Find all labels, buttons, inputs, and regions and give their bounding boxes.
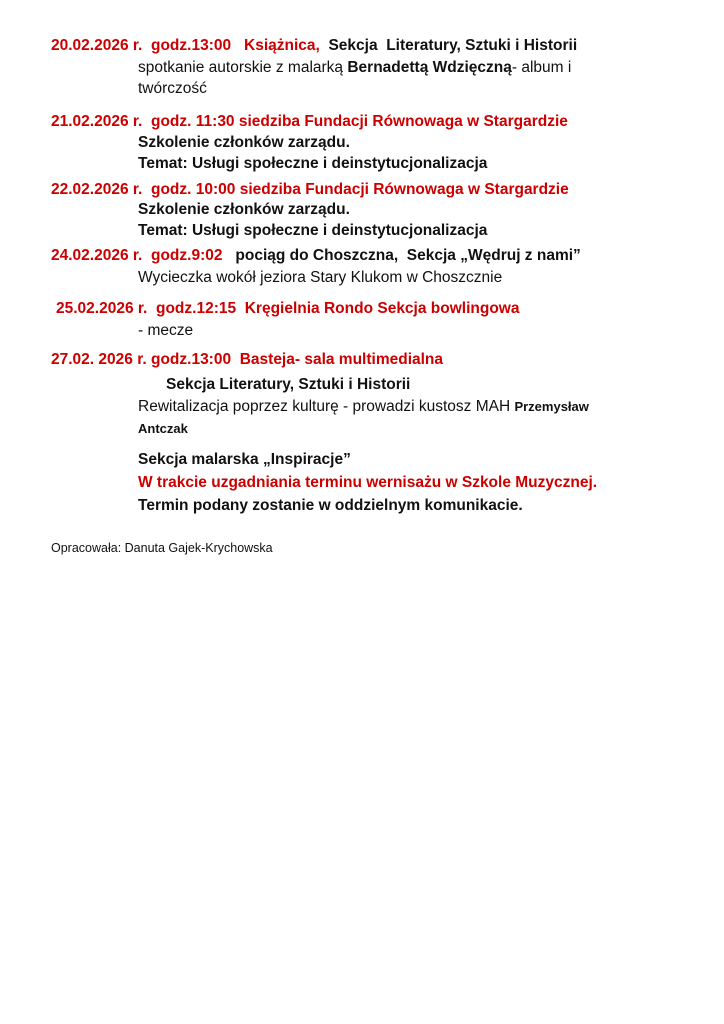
event-4-header [51,246,581,266]
event-3-line1: Szkolenie członków zarządu. [138,201,350,218]
event-6-header [51,350,443,370]
event-desc-person: Bernadettą Wdzięczną [347,59,512,76]
painting-section-title: Sekcja malarska „Inspiracje” [138,451,351,468]
event-5-header [56,299,519,319]
event-3-header [51,180,569,200]
event-place: Książnica, [244,37,320,54]
footer-author: Opracowała: Danuta Gajek-Krychowska [51,541,273,555]
event-desc-suffix: - album i [511,59,572,76]
event-1-header [51,36,577,56]
event-6-description-line2: Antczak [138,421,188,436]
event-4-line1: Wycieczka wokół jeziora Stary Klukom w Choszcznie [138,269,503,286]
event-desc-person: Przemysław [514,399,589,414]
event-6-section: Sekcja Literatury, Sztuki i Historii [166,376,411,393]
painting-section-note: Termin podany zostanie w oddzielnym komunikacie. [138,497,523,514]
event-desc-text: spotkanie autorskie z malarką [138,59,344,76]
event-1-description [138,58,571,78]
event-date: 20.02.2026 r. [51,37,143,54]
painting-section-notice: W trakcie uzgadniania terminu wernisażu w Szkole Muzycznej. [138,474,598,491]
event-place: siedziba Fundacji Równowaga w Stargardzie [238,113,568,130]
event-time: godz.13:00 [150,351,232,368]
event-desc-text: Rewitalizacja poprzez kulturę - prowadzi kustosz MAH [138,398,511,415]
event-place: Basteja- sala multimedialna [239,351,444,368]
event-1-description-line2: twórczość [138,80,207,97]
event-section: Sekcja „Wędruj z nami” [406,247,581,264]
event-date: 21.02.2026 r. [51,113,143,130]
event-place: siedziba Fundacji Równowaga w Stargardzie [239,181,569,198]
event-time: godz.12:15 [156,300,237,317]
event-date: 22.02.2026 r. [51,181,143,198]
event-5-line1: - mecze [138,322,194,339]
event-time: godz. 10:00 [151,181,236,198]
event-date: 27.02. 2026 r. [51,351,147,368]
event-2-header [51,112,568,132]
event-3-line2: Temat: Usługi społeczne i deinstytucjonalizacja [138,222,488,239]
event-section: Sekcja Literatury, Sztuki i Historii [328,37,578,54]
event-2-line1: Szkolenie członków zarządu. [138,134,350,151]
event-place: Kręgielnia Rondo Sekcja bowlingowa [244,300,520,317]
event-date: 25.02.2026 r. [56,300,148,317]
event-time: godz. 11:30 [151,113,235,130]
event-time: godz.13:00 [151,37,232,54]
event-6-description [138,397,589,417]
event-2-line2: Temat: Usługi społeczne i deinstytucjonalizacja [138,155,488,172]
event-place: pociąg do Choszczna, [235,247,399,264]
event-date: 24.02.2026 r. [51,247,143,264]
event-time: godz.9:02 [151,247,223,264]
